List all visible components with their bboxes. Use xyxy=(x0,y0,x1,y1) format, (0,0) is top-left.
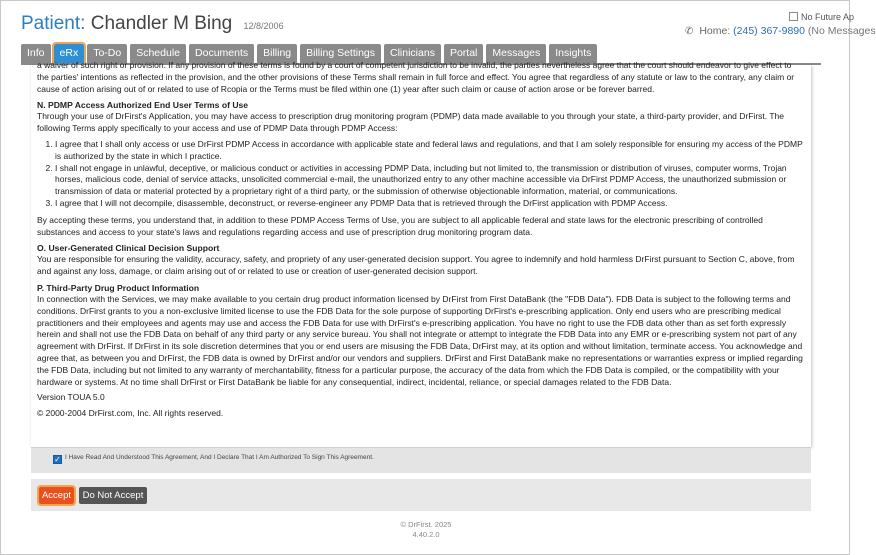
tab-billing[interactable]: Billing xyxy=(257,44,297,63)
tab-billing-settings[interactable]: Billing Settings xyxy=(300,44,381,63)
footer-copyright: © DrFirst. 2025 xyxy=(400,520,452,529)
list-item: 1. I agree that I shall only access or use DrFirst PDMP Access in accordance with applicable state and federal laws and regulations, and that I am solely responsible for ensuring my access of the PDMP is authorized by the state in which I practice. xyxy=(55,139,805,163)
tab-insights[interactable]: Insights xyxy=(549,44,597,63)
action-bar xyxy=(31,479,811,511)
agreement-cut-line: a waiver of such right or provision. If any provision of these terms is found by a court of competent jurisdiction to be invalid, the parties nevertheless agree that the court should endeavor to give effect to xyxy=(37,60,792,70)
tab-documents[interactable]: Documents xyxy=(189,44,254,63)
home-phone[interactable]: (245) 367-9890 xyxy=(733,25,805,37)
messages-status: (No Messages xyxy=(807,25,876,37)
patient-header xyxy=(1,1,876,43)
agreement-scroll-panel[interactable] xyxy=(31,60,811,447)
patient-dob: 12/8/2006 xyxy=(243,21,284,31)
home-label: Home: xyxy=(699,25,731,37)
contact-line xyxy=(685,25,876,37)
page-title xyxy=(21,13,284,35)
tab-erx[interactable]: eRx xyxy=(54,44,85,63)
consent-label[interactable]: I Have Read And Understood This Agreement, And I Declare That I Am Authorized To Sign This Agreement. xyxy=(65,454,374,461)
agreement-paragraph: Through your use of DrFirst's Application, you may have access to prescription drug monitoring program (PDMP) data made available to you through your state, a third-party provider, and DrFirst. The following Terms apply specifically to your access and use of PDMP Data through PDMP Access: xyxy=(37,111,784,134)
consent-bar xyxy=(31,447,811,473)
tab-schedule[interactable]: Schedule xyxy=(130,44,186,63)
tab-messages[interactable]: Messages xyxy=(486,44,546,63)
footer-version: 4.40.2.0 xyxy=(412,530,440,539)
agreement-version: Version TOUA 5.0 xyxy=(37,392,105,403)
agreement-paragraph: You are responsible for ensuring the validity, accuracy, safety, and propriety of any user-generated decision support. You agree to indemnify and hold harmless DrFirst pursuant to Section C, above, from and against any loss, damage, or claim arising out of or related to use or creation of user-generated decision support. xyxy=(37,254,795,277)
phone-icon: ✆ xyxy=(685,26,694,37)
future-appointment-label: No Future Ap xyxy=(801,12,855,22)
accept-button[interactable]: Accept xyxy=(39,487,74,504)
section-heading-o: O. User-Generated Clinical Decision Support xyxy=(37,243,220,254)
consent-checkbox[interactable]: ✓ xyxy=(54,455,61,464)
section-heading-p: P. Third-Party Drug Product Information xyxy=(37,282,200,293)
tab-to-do[interactable]: To-Do xyxy=(87,44,127,63)
agreement-paragraph: the parties' intentions as reflected in the provision, and the other provisions of these Terms shall remain in full force and effect. You agree that regardless of any statute or law to the contrary, any claim or cause of action arising out of or related to use of Rcopia or the Terms must be filed within one (1) year after such claim or cause of action arose or be forever barred. xyxy=(37,71,795,94)
section-heading-n: N. PDMP Access Authorized End User Terms of Use xyxy=(37,100,249,111)
future-appointment-checkbox[interactable] xyxy=(789,12,798,21)
list-item: 3. I agree that I will not decompile, disassemble, deconstruct, or reverse-engineer any PDMP Data that is retrieved through the DrFirst application with PDMP Access. xyxy=(55,198,805,210)
agreement-text xyxy=(37,60,805,424)
tab-clinicians[interactable]: Clinicians xyxy=(384,44,441,63)
patient-label: Patient: xyxy=(21,13,86,34)
do-not-accept-button[interactable]: Do Not Accept xyxy=(79,487,147,504)
agreement-copyright: © 2000-2004 DrFirst.com, Inc. All rights reserved. xyxy=(37,408,224,419)
list-item: 2. I shall not engage in unlawful, deceptive, or malicious conduct or activities in accessing PDMP Data, including but not limited to, the transmission or distribution of viruses, computer worms, Trojan horses, malicious code, denial of service attacks, unsolicited commercial e-mail, the unauthorized entry to any other machine accessible via DrFirst PDMP Access, the unauthorized submission or transmission of data or material protected by a proprietary right of a third party, or the submission of otherwise objectionable information, material, or communications. xyxy=(55,163,805,198)
tab-info[interactable]: Info xyxy=(21,44,51,63)
patient-name: Chandler M Bing xyxy=(90,13,233,34)
page-footer xyxy=(1,520,851,540)
tab-portal[interactable]: Portal xyxy=(444,44,483,63)
future-appointment[interactable] xyxy=(789,12,854,22)
pdmp-terms-list xyxy=(55,139,805,210)
agreement-paragraph: By accepting these terms, you understand that, in addition to these PDMP Access Terms of Use, you are subject to all applicable federal and state laws for the electronic prescribing of controlled substances and access to your state's laws and regulations regarding access and use of prescription drug monitoring program data. xyxy=(37,214,763,237)
agreement-paragraph: In connection with the Services, we may make available to you certain drug product information licensed by DrFirst from First DataBank (the "FDB Data"). FDB Data is subject to the following terms and conditions. DrFirst grants to you a non-exclusive limited license to use the FDB Data for the sole purpose of supporting DrFirst's e-prescribing application. Only end users who are prescribing medical practitioners and their employees and agents may use and access the FDB Data for use with DrFirst's e-prescribing application. You have no right to use the FDB data other than as set forth expressly herein and shall not use the FDB Data on behalf of any third party or any service bureau. You shall not integrate or attempt to integrate the FDB Data into any EMR or e-prescribing system not part of any agreement with DrFirst. If DrFirst in its sole discretion determines that you or end users are misusing the FDB Data, DrFirst may, at its option and without limitation, terminate access. You acknowledge and agree that, as between you and DrFirst, the FDB data is owned by DrFirst and/or our vendors and suppliers. DrFirst and First DataBank make no representations or warranties express or implied regarding the FDB Data, including but not limited to any warranty of merchantability, fitness for a particular purpose, the accuracy of the data from which the FDB Data is compiled, or the compatibility with your hardware or systems. At no time shall DrFirst or First DataBank be liable for any consequential, indirect, incidental, reliance, or special damages related to the FDB Data. xyxy=(37,293,803,387)
